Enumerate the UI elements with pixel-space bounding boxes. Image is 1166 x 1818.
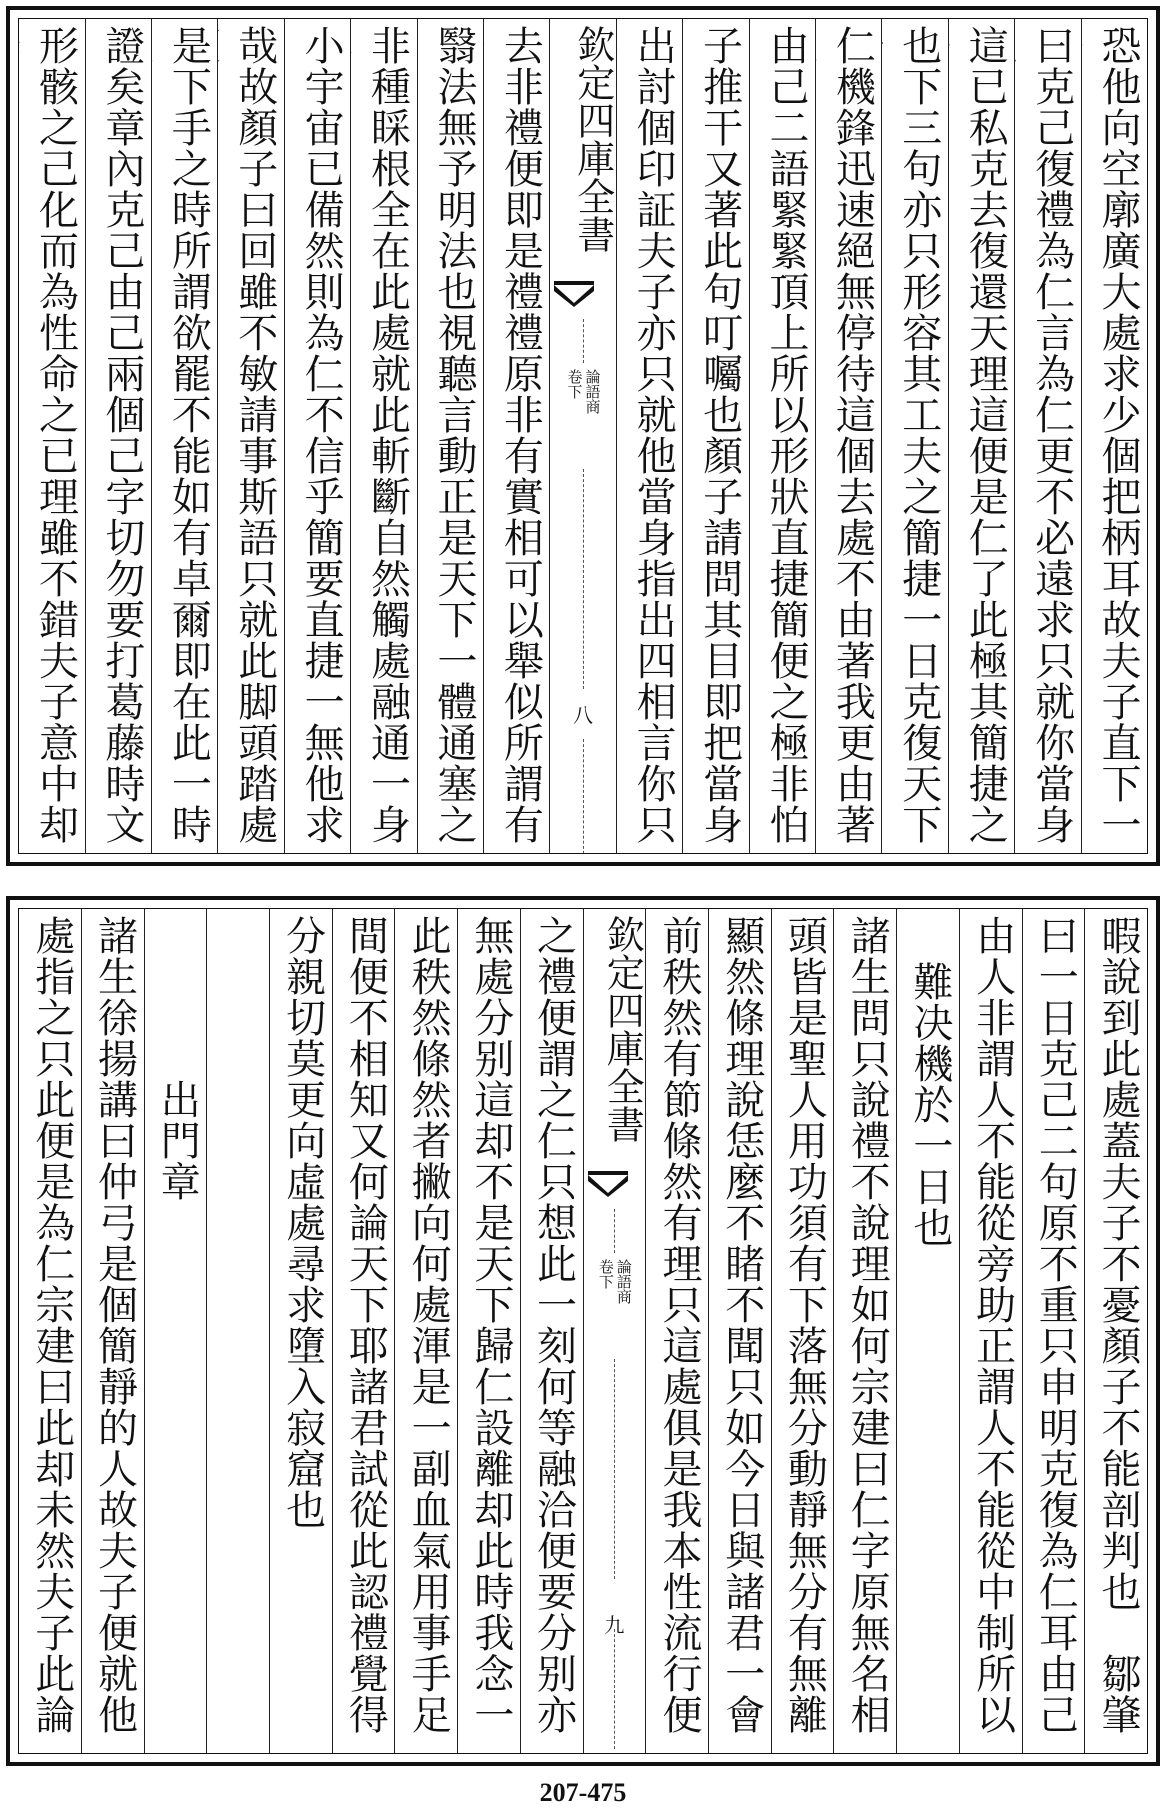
column-text: 無處分别這却不是天下歸仁設離却此時我念一 (467, 915, 514, 1735)
banner-book-name: 論語商 (583, 369, 602, 414)
column-text: 之禮便謂之仁只想此一刻何等融洽便要分别亦 (530, 915, 577, 1735)
text-column (395, 909, 458, 1753)
text-column (19, 909, 82, 1753)
text-column (82, 909, 145, 1753)
column-text: 仁機鋒迅速絕無停待這個去處不由著我更由著 (829, 25, 876, 845)
text-column (333, 909, 396, 1753)
column-text (207, 915, 269, 1749)
text-column (1023, 909, 1086, 1753)
text-column (816, 19, 882, 853)
column-text: 子推干又著此句叮囑也顏子請問其目即把當身 (696, 25, 743, 845)
text-column (1015, 19, 1081, 853)
text-column (207, 909, 270, 1753)
column-text: 由己二語緊緊頂上所以形狀直捷簡便之極非怕 (762, 25, 809, 845)
top-page-columns (19, 19, 1147, 853)
banner-column (584, 909, 647, 1753)
text-column (683, 19, 749, 853)
text-column (270, 909, 333, 1753)
text-column (218, 19, 284, 853)
column-text: 暇說到此處蓋夫子不憂顏子不能剖判也 鄒肇 (1095, 915, 1141, 1735)
column-text: 曰克己復禮為仁言為仁更不必遠求只就你當身 (1028, 25, 1075, 845)
text-column (949, 19, 1015, 853)
bottom-page-columns (19, 909, 1147, 1753)
text-column (897, 909, 960, 1753)
column-text: 非種睬根全在此處就此斬斷自然觸處融通一身 (364, 25, 411, 845)
column-text: 形骸之己化而為性命之已理雖不錯夫子意中却 (32, 25, 79, 845)
text-column (86, 19, 152, 853)
page-reference: 207-475 (539, 1778, 627, 1807)
text-column (1085, 909, 1147, 1753)
text-column (285, 19, 351, 853)
text-column (882, 19, 948, 853)
column-text: 恐他向空廓廣大處求少個把柄耳故夫子直下一 (1095, 25, 1141, 845)
column-text: 證矣章內克己由己兩個己字切勿要打葛藤時文 (98, 25, 145, 845)
column-text: 顯然條理說恁麼不睹不聞只如今日與諸君一會 (718, 915, 765, 1735)
text-column (418, 19, 484, 853)
fish-tail-mark-icon (588, 1171, 628, 1197)
text-column (834, 909, 897, 1753)
text-column (152, 19, 218, 853)
banner-page-number: 八 (573, 703, 594, 727)
column-text: 諸生徐揚講曰仲弓是個簡靜的人故夫子便就他 (91, 915, 138, 1735)
banner-juan (563, 369, 603, 459)
bottom-page (6, 896, 1160, 1766)
column-text: 諸生問只說禮不說理如何宗建曰仁字原無名相 (844, 915, 891, 1735)
text-column (1082, 19, 1147, 853)
text-column (19, 19, 85, 853)
column-text: 翳法無予明法也視聽言動正是天下一體通塞之 (430, 25, 477, 845)
banner-juan-label: 卷下 (596, 1259, 615, 1289)
column-text: 由人非謂人不能從旁助正謂人不能從中制所以 (969, 915, 1016, 1735)
banner-page-number: 九 (604, 1613, 625, 1637)
column-text: 此秩然條然者撇向何處渾是一副血氣用事手足 (405, 915, 452, 1735)
text-column (484, 19, 550, 853)
banner-juan-label: 卷下 (565, 369, 584, 399)
text-column (709, 909, 772, 1753)
column-text: 出討個印証夫子亦只就他當身指出四相言你只 (630, 25, 677, 845)
column-text: 曰一日克己二句原不重只申明克復為仁耳由己 (1032, 915, 1079, 1735)
text-column (617, 19, 683, 853)
banner-column (550, 19, 616, 853)
column-text: 間便不相知又何論天下耶諸君試從此認禮覺得 (342, 915, 389, 1735)
column-text: 去非禮便即是禮禮原非有實相可以舉似所謂有 (497, 25, 544, 845)
fish-tail-mark-icon (554, 281, 594, 307)
text-column (960, 909, 1023, 1753)
column-text: 前秩然有節條然有理只這處俱是我本性流行便 (655, 915, 702, 1735)
text-column (145, 909, 208, 1753)
banner-book-name: 論語商 (614, 1259, 633, 1304)
text-column (521, 909, 584, 1753)
column-text: 處指之只此便是為仁宗建曰此却未然夫子此論 (28, 915, 75, 1735)
banner-juan (594, 1259, 634, 1349)
top-page (6, 6, 1160, 866)
banner-title: 欽定四庫全書 (570, 25, 615, 253)
column-text: 這已私克去復還天理這便是仁了此極其簡捷之 (962, 25, 1009, 845)
text-column (772, 909, 835, 1753)
column-text: 難决機於一日也 (906, 961, 953, 1248)
column-text: 分親切莫更向虛處尋求墮入寂窟也 (279, 915, 326, 1530)
text-column (646, 909, 709, 1753)
column-text: 出門章 (154, 1079, 201, 1202)
column-text: 小宇宙已備然則為仁不信乎簡要直捷一無他求 (298, 25, 345, 845)
text-column (351, 19, 417, 853)
banner-title: 欽定四庫全書 (600, 915, 645, 1143)
column-text: 是下手之時所謂欲罷不能如有卓爾即在此一時 (165, 25, 212, 845)
text-column (458, 909, 521, 1753)
text-column (750, 19, 816, 853)
column-text: 也下三句亦只形容其工夫之簡捷一日克復天下 (895, 25, 942, 845)
column-text: 頭皆是聖人用功須有下落無分動靜無分有無離 (781, 915, 828, 1735)
column-text: 哉故顏子曰回雖不敏請事斯語只就此脚頭踏處 (231, 25, 278, 845)
